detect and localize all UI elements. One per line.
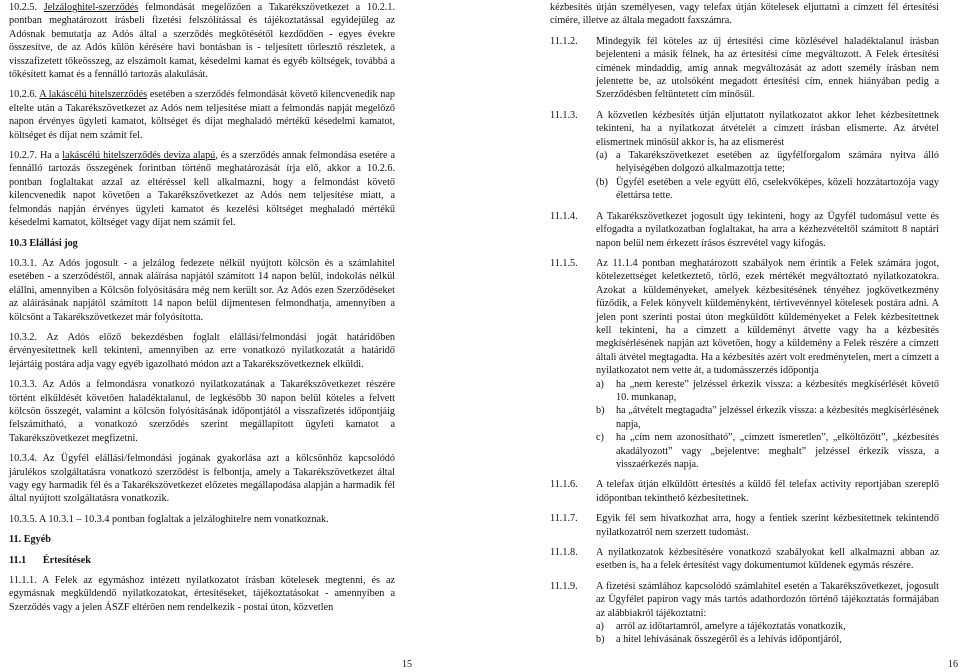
left-column (9, 1, 395, 621)
section-10-3-2: 10.3.2. Az Adós előző bekezdésben foglalt elállási/felmondási jogát határidőben érvényesítettnek kell tekinteni, amennyiben az erre vonatkozó nyilatkozatát a határidő lejártáig postára adja vagy egyéb igazolható módon azt a Takarékszövetkeznek elküldi. (9, 331, 395, 370)
section-11-1-4: 11.1.4. A Takarékszövetkezet jogosult úgy tekinteni, hogy az Ügyfél tudomásul vette és elfogadta a nyilatkozatban foglaltakat, ha arra a kézhezvételtől számított 8 naptári napon belül nem érkezett írásos észrevétel vagy kifogás. (550, 210, 939, 249)
list-item: a) ha „nem kereste” jelzéssel érkezik vissza: a kézbesítés megkísérlését követő 10. munkanap, (596, 378, 939, 403)
list-item: (a) a Takarékszövetkezet esetében az ügyfélforgalom számára nyitva álló helyiségében dolgozó alkalmazottja tette; (596, 150, 939, 175)
right-column (550, 1, 939, 647)
section-11-1-6: 11.1.6. A telefax útján elküldött értesítés a küldő fél telefax activity reportjában szereplő időpontban tekinthető kézbesítettnek. (550, 479, 939, 504)
list-item: a) arról az időtartamról, amelyre a tájékoztatás vonatkozik, (596, 621, 846, 633)
list-item: (b) Ügyfél esetében a vele együtt élő, cselekvőképes, közeli hozzátartozója vagy élettársa tette. (596, 176, 939, 202)
list-item: b) ha „átvételt megtagadta” jelzéssel érkezik vissza: a kézbesítés megkísérlésének napja, (596, 405, 939, 430)
section-10-3-4: 10.3.4. Az Ügyfél elállási/felmondási jogának gyakorlása azt a kölcsönhöz kapcsolódó járulékos szolgáltatásra vonatkozó szerződést is felbontja, amely a Takarékszövetkezet által vagy egy harmadik fél és a Takarékszövetkezet előzetes megállapodása alapján a harmadik fél által nyújtott szolgáltatásra vonatkozik. (9, 453, 395, 505)
section-10-3-3: 10.3.3. Az Adós a felmondásra vonatkozó nyilatkozatának a Takarékszövetkezet részére történt elküldését követően haladéktalanul, de legkésőbb 30 napon belül köteles a felvett kölcsön összegét, valamint a kölcsön folyósításának időpontjától a visszafizetés időpontjáig felszámítható, a vonatkozó szerződés szerint megállapított ügyleti kamatot a Takarékszövetkezet megfizetni. (9, 379, 395, 444)
section-11-1-9: 11.1.9. A fizetési számlához kapcsolódó számlahitel esetén a Takarékszövetkezet, jogosult az Ügyfélet papíron vagy más tartós adathordozón történő tájékoztatás formájában az alábbiakról tájékoztatni: (550, 580, 939, 619)
heading-ertesitesek: 11.1 Értesítések (9, 554, 91, 566)
section-11-1-1-cont: kézbesítés útján személyesen, vagy telefax útján kötelesek eljuttatni a címzett fél értesítési címére, illetve az általa megadott faxszámra. (550, 2, 939, 27)
page-right (480, 0, 960, 672)
heading-elallasi-jog: 10.3 Elállási jog (9, 237, 78, 249)
section-11-1-1: 11.1.1. A Felek az egymáshoz intézett nyilatkozatot írásban kötelesek megtenni, és az egymásnak megküldendő nyilatkozatokat, értesítéseket, tájékoztatásokat - amennyiben a Szerződés vagy a jelen ÁSZF eltérően nem rendelkezik - postai úton, közvetlen (9, 575, 395, 613)
section-10-3-1: 10.3.1. Az Adós jogosult - a jelzálog fedezete nélkül nyújtott kölcsön és a számlahitel esetében - a szerződéstől, annak aláírása napjától számított 14 napon belül, indokolás nélkül elállni, amennyiben a Kölcsön folyósítására még nem került sor. Az Adós ezen Szerződéseket az aláírásának napjától számított 14 napon belül díjmentesen felmondhatja, amennyiben a kölcsönt a Takarékszövetkezet már folyósította. (9, 257, 395, 323)
page-number: 15 (402, 659, 412, 670)
section-10-2-5: 10.2.5. Jelzáloghitel-szerződés felmondását megelőzően a Takarékszövetkezet a 10.2.1. pontban meghatározott írásbeli fizetési felszólítással és tájékoztatással egyidejűleg az Adósnak bemutatja az Adós által a szerződés megkötésétől kezdődően - egyes évekre összesítve, de az Adós külön kérésére havi bontásban is - teljesített törlesztő részletek, a visszafizetett tőkeösszeg, az elszámolt kamat, késedelmi kamat és egyéb költségek, továbbá a tőkésített kamat és a fennálló tartozás alakulását. (9, 2, 395, 81)
list-item: b) a hitel lehívásának összegéről és a lehívás időpontjáról, (596, 634, 842, 646)
section-10-2-6: 10.2.6. A lakáscélú hitelszerződés esetében a szerződés felmondását követő kilencvenedik nap eltelte után a Takarékszövetkezet az Adós nem teljesítése miatt a felmondás napját megelőző napon érvényes ügyleti kamatot, költséget és díjat meghaladó mértékű késedelmi kamatot, költséget és díjat nem számít fel. (9, 89, 396, 141)
section-11-1-8: 11.1.8. A nyilatkozatok kézbesítésére vonatkozó szabályokat kell alkalmazni abban az esetben is, ha a felek értesítést vagy dokumentumot küldenek egymás részére. (550, 547, 939, 572)
section-11-1-2: 11.1.2. Mindegyik fél köteles az új értesítési címe közlésével haladéktalanul írásban bejelenteni a másik félnek, ha az értesítési címe megváltozott. A Felek értesítési címének mindaddig, amíg annak megváltozását az adott személy írásban nem jelentette be, az utolsóként megadott értesítési cím, ennek hiányában pedig a Szerződésben feltüntetett cím minősül. (550, 35, 939, 101)
section-11-1-7: 11.1.7. Egyik fél sem hivatkozhat arra, hogy a fentiek szerint kézbesítettnek tekintendő nyilatkozatról nem szerzett tudomást. (550, 513, 939, 538)
list-item: c) ha „cím nem azonosítható”, „címzett ismeretlen”, „elköltözött”, „kézbesítés akadályozott” vagy „bejelentve: meghalt” jelzéssel érkezik vissza, a visszaérkezés napja. (596, 432, 939, 470)
section-10-2-7: 10.2.7. Ha a lakáscélú hitelszerződés deviza alapú, és a szerződés annak felmondása esetére a fennálló tartozás összegének forintban történő meghatározását írja elő, akkor a 10.2.6. pontban foglaltakat azzal az eltéréssel kell alkalmazni, hogy a felmondást követő kilencvenedik napot követően a Takarékszövetkezet az Adós nem teljesítése miatt, a felmondás napján érvényes ügyleti kamatot és kezelési költséget meghaladó mértékű késedelmi kamatot, költséget vagy díjat nem számít fel. (9, 150, 396, 229)
heading-egyeb: 11. Egyéb (9, 534, 51, 546)
section-11-1-3: 11.1.3. A közvetlen kézbesítés útján eljuttatott nyilatkozatot akkor lehet kézbesítettnek tekinteni, ha a nyilatkozat átvételét a címzett írásban elismerte. Az átvétel elismertnek minősül akkor is, ha az elismerést (550, 109, 939, 148)
section-10-3-5: 10.3.5. A 10.3.1 – 10.3.4 pontban foglaltak a jelzáloghitelre nem vonatkoznak. (9, 513, 329, 525)
page-number: 16 (948, 659, 958, 670)
section-11-1-5: 11.1.5. Az 11.1.4 pontban meghatározott szabályok nem érintik a Felek számára jogot, kötelezettséget keletkeztető, törlő, ezek mértékét megváltoztató nyilatkozatokra. Azokat a küldeményeket, amelyek kézbesítésének tényéhez jogkövetkezmény fűződik, a Felek könyvelt küldeményként, tértivevénnyel kötelesek postára adni. A jelen pont szerinti postai úton megküldött küldeményeket a Felek kézbesítettnek kell tekinteni, ha a címzett a küldeményt átvette vagy ha a kézbesítés megkísérlésének napján azt követően, hogy a küldemény a Felek részére a címzett általi átvétel megtagadta. Ha a kézbesítés azért volt eredménytelen, mert a címzett a nyilatkozatot nem vette át, a tudomásszerzés időpontja (550, 257, 939, 377)
